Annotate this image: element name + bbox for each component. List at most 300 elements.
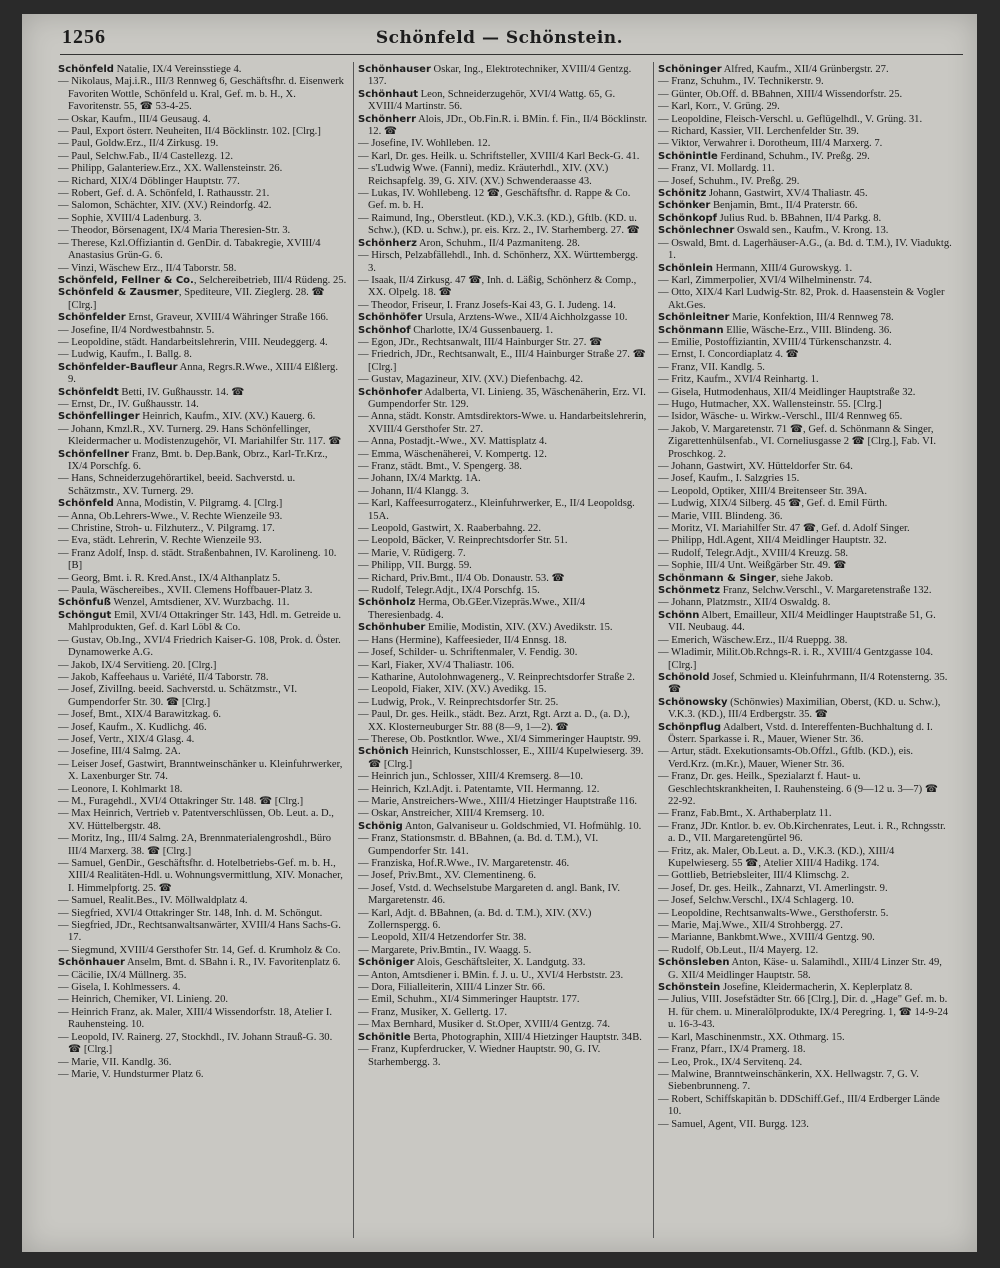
entry-surname: Schönfelder-Baufleur xyxy=(58,361,178,373)
entry-text: — Emerich, Wäschew.Erz., II/4 Rueppg. 38. xyxy=(658,634,848,646)
entry-text: — Karl, Adjt. d. BBahnen, (a. Bd. d. T.M.), XIV. (XV.) Zollernspergg. 6. xyxy=(358,907,592,932)
entry-text: — Gisela, I. Kohlmessers. 4. xyxy=(58,982,181,994)
entry-text: Ellie, Wäsche-Erz., VIII. Blindeng. 36. xyxy=(723,324,892,336)
entry-surname: Schönfeld xyxy=(58,64,114,75)
entry-text: (Schönwies) Maximilian, Oberst, (KD. u. Schw.), V.K.3. (KD.), III/4 Erdbergstr. 35. ☎ xyxy=(668,696,941,721)
directory-entry xyxy=(58,1069,348,1081)
entry-text: Albert, Emailleur, XII/4 Meidlinger Hauptstraße 51, G. VII. Neubaug. 44. xyxy=(668,609,936,634)
directory-entry xyxy=(658,362,953,374)
entry-text: — Jakob, Kaffeehaus u. Variété, II/4 Taborstr. 78. xyxy=(58,671,269,683)
entry-text: — Siegmund, XVIII/4 Gersthofer Str. 14, Gef. d. Krumholz & Co. xyxy=(58,944,341,956)
entry-text: — Paul, Export österr. Neuheiten, II/4 Böcklinstr. 102. [Clrg.] xyxy=(58,126,321,138)
entry-text: — Philipp, VII. Burgg. 59. xyxy=(358,560,472,572)
entry-text: Aron, Schuhm., II/4 Pazmaniteng. 28. xyxy=(416,237,580,249)
directory-entry xyxy=(58,275,348,287)
directory-entry xyxy=(658,498,953,510)
directory-entry xyxy=(658,424,953,461)
entry-text: — Samuel, Realit.Bes., IV. Möllwaldplatz 4. xyxy=(58,895,248,907)
entry-text: — Franz Adolf, Insp. d. städt. Straßenbahnen, IV. Karolineng. 10. [B] xyxy=(58,547,337,572)
directory-entry xyxy=(658,275,953,287)
entry-text: Natalie, IX/4 Vereinsstiege 4. xyxy=(113,64,242,75)
entry-surname: Schönfeld & Zausmer xyxy=(58,287,179,299)
entry-text: Oskar, Ing., Elektrotechniker, XVIII/4 Gentzg. 137. xyxy=(368,64,632,88)
directory-entry xyxy=(658,163,953,175)
entry-text: — Leo, Prok., IX/4 Servitenq. 24. xyxy=(658,1056,803,1068)
page-header xyxy=(22,24,977,54)
directory-entry xyxy=(58,511,348,523)
entry-text: — Marie, V. Hundsturmer Platz 6. xyxy=(58,1068,204,1080)
directory-entry xyxy=(358,573,648,585)
entry-text: — Marie, V. Rüdigerg. 7. xyxy=(358,547,466,559)
entry-surname: Schönlein xyxy=(658,262,713,274)
entry-text: — Philipp, Galanteriew.Erz., XX. Wallensteinstr. 26. xyxy=(58,163,283,175)
entry-text: — Marianne, Bankbmt.Wwe., XVIII/4 Gentzg. 90. xyxy=(658,932,875,944)
entry-surname: Schönold xyxy=(658,671,710,683)
directory-entry xyxy=(358,709,648,734)
directory-entry xyxy=(658,1069,953,1094)
entry-text: Anna, Regrs.R.Wwe., XIII/4 Elßlerg. 9. xyxy=(68,361,339,386)
entry-text: — Moritz, VI. Mariahilfer Str. 47 ☎, Gef. d. Adolf Singer. xyxy=(658,523,910,535)
directory-entry xyxy=(658,176,953,188)
directory-entry xyxy=(58,945,348,957)
entry-text: — Paul, Selchw.Fab., II/4 Castellezg. 12. xyxy=(58,150,233,162)
directory-entry xyxy=(58,1057,348,1069)
entry-text: — Max Bernhard, Musiker d. St.Oper, XVIII/4 Gentzg. 74. xyxy=(358,1019,611,1031)
directory-entry xyxy=(358,461,648,473)
directory-entry xyxy=(358,994,648,1006)
directory-entry xyxy=(658,870,953,882)
entry-text: — Johann, Kmzl.R., XV. Turnerg. 29. Hans Schönfellinger, Kleidermacher u. Modistenzugehör, VI. Mariahilfer Str. 117. ☎ xyxy=(58,423,342,448)
directory-entry xyxy=(58,684,348,709)
directory-entry xyxy=(658,337,953,349)
entry-text: — Christine, Stroh- u. Filzhuterz., V. Pilgramg. 17. xyxy=(58,523,275,535)
directory-entry xyxy=(58,213,348,225)
directory-entry xyxy=(658,213,953,225)
directory-entry xyxy=(58,387,348,399)
entry-text: Emilie, Modistin, XIV. (XV.) Avedikstr. 15. xyxy=(425,622,613,634)
directory-entry xyxy=(658,238,953,263)
entry-surname: Schönfeld xyxy=(58,498,114,510)
directory-entry xyxy=(658,585,953,597)
directory-entry xyxy=(58,163,348,175)
directory-entry xyxy=(58,808,348,833)
directory-entry xyxy=(358,275,648,300)
entry-text: — Leopoldine, Rechtsanwalts-Wwe., Gersthoferstr. 5. xyxy=(658,907,889,919)
entry-text: — Franz, Kupferdrucker, V. Wiedner Hauptstr. 90, G. IV. Starhembergg. 3. xyxy=(358,1044,601,1068)
directory-entry xyxy=(358,957,648,969)
entry-text: — Josef, Selchw.Verschl., IX/4 Schlagerg. 10. xyxy=(658,895,854,907)
entry-text: Josef, Schmied u. Kleinfuhrmann, II/4 Rotensterng. 35. ☎ xyxy=(668,671,948,696)
entry-text: — Josef, Schilder- u. Schriftenmaler, V. Fendig. 30. xyxy=(358,647,578,659)
directory-entry xyxy=(58,597,348,609)
directory-entry xyxy=(58,994,348,1006)
entry-text: — Anna, Postadjt.-Wwe., XV. Mattisplatz 4. xyxy=(358,436,548,448)
directory-entry xyxy=(58,635,348,660)
entry-text: — Gustav, Ob.Ing., XVI/4 Friedrich Kaiser-G. 108, Prok. d. Öster. Dynamowerke A.G. xyxy=(58,634,341,659)
entry-text: — Johann, IX/4 Marktg. 1A. xyxy=(358,473,481,485)
entry-text: Ursula, Arztens-Wwe., XII/4 Aichholzgasse 10. xyxy=(422,312,628,324)
directory-entry xyxy=(658,101,953,113)
entry-text: Charlotte, IX/4 Gussenbauerg. 1. xyxy=(410,324,554,336)
entry-text: — Isaak, II/4 Zirkusg. 47 ☎, Inh. d. Läßig, Schönherz & Comp., XX. Olpelg. 18. ☎ xyxy=(358,274,637,299)
entry-text: — Marie, VII. Kandlg. 36. xyxy=(58,1056,172,1068)
entry-text: — Moritz, Ing., III/4 Salmg. 2A, Brennmaterialengroshdl., Büro III/4 Marxerg. 38. ☎ [Clrg.] xyxy=(58,833,332,857)
directory-entry xyxy=(658,263,953,275)
entry-surname: Schönhaut xyxy=(358,88,419,100)
directory-entry xyxy=(658,771,953,808)
entry-text: — Theodor, Börsenagent, IX/4 Maria Theresien-Str. 3. xyxy=(58,225,291,237)
directory-entry xyxy=(658,932,953,944)
entry-text: Julius Rud. b. BBahnen, II/4 Parkg. 8. xyxy=(717,212,882,224)
entry-text: — Franziska, Hof.R.Wwe., IV. Margaretenstr. 46. xyxy=(358,858,570,869)
directory-entry xyxy=(58,610,348,635)
entry-text: — Richard, Kassier, VII. Lerchenfelder Str. 39. xyxy=(658,126,859,138)
entry-text: — Therese, Ob. Postkntlor. Wwe., XI/4 Simmeringer Hauptstr. 99. xyxy=(358,733,641,745)
entry-text: — Paul, Dr. ges. Heilk., städt. Bez. Arzt, Rgt. Arzt a. D., (a. D.), XX. Klosterneuburger Str. 88 (8—9, 1—2). ☎ xyxy=(358,709,630,733)
entry-text: — Lukas, IV. Wohllebeng. 12 ☎, Geschäftsfhr. d. Rappe & Co. Gef. m. b. H. xyxy=(358,188,631,212)
entry-text: — Sophie, XVIII/4 Ladenburg. 3. xyxy=(58,212,202,224)
directory-entry xyxy=(658,883,953,895)
entry-text: Alfred, Kaufm., XII/4 Grünbergstr. 27. xyxy=(721,64,889,75)
entry-surname: Schönhauer xyxy=(58,957,125,969)
directory-entry xyxy=(58,858,348,895)
entry-text: — Heinrich, Chemiker, VI. Linieng. 20. xyxy=(58,994,229,1006)
directory-entry xyxy=(58,523,348,535)
entry-text: — Oskar, Anstreicher, XIII/4 Kremserg. 10. xyxy=(358,808,545,820)
entry-text: — Paul, Goldw.Erz., II/4 Zirkusg. 19. xyxy=(58,138,219,150)
entry-text: — Franz, Pfarr., IX/4 Pramerg. 18. xyxy=(658,1044,806,1056)
entry-text: — Josef, Schuhm., IV. Preßg. 29. xyxy=(658,175,800,187)
directory-entry xyxy=(358,734,648,746)
directory-entry xyxy=(58,325,348,337)
directory-entry xyxy=(358,337,648,349)
directory-entry xyxy=(58,746,348,758)
directory-entry xyxy=(358,784,648,796)
entry-surname: Schönfelder xyxy=(58,312,126,324)
entry-text: Heinrich, Kaufm., XIV. (XV.) Kauerg. 6. xyxy=(139,411,316,423)
directory-entry xyxy=(358,213,648,238)
entry-text: — Josef, Priv.Bmt., XV. Clementineng. 6. xyxy=(358,870,537,882)
entry-surname: Schönhuber xyxy=(358,622,426,634)
directory-entry xyxy=(358,138,648,150)
directory-entry xyxy=(658,411,953,423)
directory-entry xyxy=(58,498,348,510)
entry-surname: Schönn xyxy=(658,609,700,621)
directory-entry xyxy=(358,597,648,622)
entry-text: — Ludwig, Prok., V. Reinprechtsdorfer Str. 25. xyxy=(358,696,559,708)
directory-entry xyxy=(358,163,648,188)
directory-entry xyxy=(358,858,648,870)
entry-surname: Schönhofer xyxy=(358,386,423,398)
entry-text: — Josefine, IV. Wohlleben. 12. xyxy=(358,138,491,150)
entry-text: Emil, XVI/4 Ottakringer Str. 143, Hdl. m. Getreide u. Mahlprodukten, Gef. d. Karl Löbl & Co. xyxy=(68,609,342,634)
entry-surname: Schönmetz xyxy=(658,585,721,597)
entry-text: — Josef, ZivilIng. beeid. Sachverstd. u. Schätzmstr., VI. Gumpendorfer Str. 30. ☎ [Clrg.] xyxy=(58,684,298,708)
entry-text: — Ludwig, XIX/4 Silberg. 45 ☎, Gef. d. Emil Fürth. xyxy=(658,498,888,510)
directory-entry xyxy=(658,957,953,982)
directory-entry xyxy=(58,585,348,597)
directory-entry xyxy=(358,349,648,374)
directory-entry xyxy=(58,660,348,672)
entry-text: — Siegfried, JDr., Rechtsanwaltsanwärter, XVIII/4 Hans Sachs-G. 17. xyxy=(58,920,341,944)
entry-text: — Hugo, Hutmacher, XX. Wallensteinstr. 55. [Clrg.] xyxy=(658,398,882,410)
directory-entry xyxy=(358,473,648,485)
directory-entry xyxy=(358,932,648,944)
directory-entry xyxy=(358,325,648,337)
entry-surname: Schönhöfer xyxy=(358,312,423,324)
directory-entry xyxy=(658,982,953,994)
entry-text: Leon, Schneiderzugehör, XVI/4 Wattg. 65, G. XVIII/4 Martinstr. 56. xyxy=(368,88,616,113)
entry-text: — Leonore, I. Kohlmarkt 18. xyxy=(58,783,183,795)
entry-text: Hermann, XIII/4 Gurowskyg. 1. xyxy=(713,262,853,274)
entry-text: — Johann, Gastwirt, XV. Hütteldorfer Str. 64. xyxy=(658,461,853,472)
entry-text: — Ludwig, Kaufm., I. Ballg. 8. xyxy=(58,349,192,361)
directory-entry xyxy=(358,1044,648,1069)
directory-entry xyxy=(658,399,953,411)
directory-entry xyxy=(658,1094,953,1119)
entry-text: Franz, Bmt. b. Dep.Bank, Obrz., Karl-Tr.Krz., IX/4 Porschfg. 6. xyxy=(68,448,328,472)
entry-text: Benjamin, Bmt., II/4 Praterstr. 66. xyxy=(710,200,858,212)
directory-entry xyxy=(358,436,648,448)
directory-entry xyxy=(58,151,348,163)
directory-entry xyxy=(358,771,648,783)
entry-text: — Robert, Schiffskapitän b. DDSchiff.Gef., III/4 Erdberger Lände 10. xyxy=(658,1093,940,1118)
entry-text: — Karl, Fiaker, XV/4 Thaliastr. 106. xyxy=(358,659,515,671)
entry-surname: Schönsleben xyxy=(658,957,730,969)
directory-entry xyxy=(358,697,648,709)
entry-text: — Fritz, Kaufm., XVI/4 Reinhartg. 1. xyxy=(658,374,819,386)
entry-surname: Schönig xyxy=(358,820,403,832)
directory-entry xyxy=(358,1032,648,1044)
directory-entry xyxy=(58,176,348,188)
directory-entry xyxy=(658,908,953,920)
entry-text: — Samuel, Agent, VII. Burgg. 123. xyxy=(658,1118,809,1130)
entry-text: Anton, Käse- u. Salamihdl., XIII/4 Linzer Str. 49, G. XII/4 Meidlinger Hauptstr. 58. xyxy=(668,957,942,981)
directory-entry xyxy=(658,151,953,163)
directory-entry xyxy=(358,238,648,250)
entry-text: — Robert, Gef. d. A. Schönfeld, I. Rathausstr. 21. xyxy=(58,188,270,200)
directory-entry xyxy=(358,560,648,572)
directory-entry xyxy=(58,970,348,982)
directory-entry xyxy=(358,982,648,994)
directory-entry xyxy=(658,722,953,747)
entry-text: — Rudolf, Ob.Leut., II/4 Mayerg. 12. xyxy=(658,944,819,956)
entry-text: — Max Heinrich, Vertrieb v. Patentverschlüssen, Ob. Leut. a. D., XV. Hüttelbergstr. 48. xyxy=(58,808,334,832)
directory-entry xyxy=(358,1007,648,1019)
directory-entry xyxy=(658,535,953,547)
directory-entry xyxy=(358,684,648,696)
entry-surname: Schönstein xyxy=(658,982,721,994)
directory-entry xyxy=(58,337,348,349)
entry-text: — Josef, Kaufm., I. Salzgries 15. xyxy=(658,473,800,485)
directory-entry xyxy=(358,945,648,957)
column-middle xyxy=(358,64,648,1069)
entry-text: Ernst, Graveur, XVIII/4 Währinger Straße 166. xyxy=(125,312,329,324)
directory-entry xyxy=(358,535,648,547)
entry-text: — Gustav, Magazineur, XIV. (XV.) Diefenbachg. 42. xyxy=(358,374,584,386)
directory-entry xyxy=(358,523,648,535)
directory-entry xyxy=(658,349,953,361)
entry-text: — Emil, Schuhm., XI/4 Simmeringer Hauptstr. 177. xyxy=(358,994,580,1006)
entry-text: — Salomon, Schächter, XIV. (XV.) Reindorfg. 42. xyxy=(58,200,272,212)
entry-text: — Artur, städt. Exekutionsamts-Ob.Offzl., Gftlb. (KD.), eis. Verd.Krz. (m.Kr.), Mauer, Wiener Str. 36. xyxy=(658,746,914,770)
directory-entry xyxy=(58,535,348,547)
entry-surname: Schönowsky xyxy=(658,696,728,708)
directory-entry xyxy=(58,548,348,573)
entry-text: — Leopold, IV. Rainerg. 27, Stockhdl., IV. Johann Strauß-G. 30. ☎ [Clrg.] xyxy=(58,1031,333,1056)
directory-entry xyxy=(58,424,348,449)
entry-text: — Franz, Musiker, X. Gellertg. 17. xyxy=(358,1006,508,1018)
directory-entry xyxy=(358,883,648,908)
entry-text: — Heinrich Franz, ak. Maler, XIII/4 Wissendorfstr. 18, Atelier I. Rauhensteing. 10. xyxy=(58,1006,333,1031)
directory-entry xyxy=(658,920,953,932)
entry-text: Anselm, Bmt. d. SBahn i. R., IV. Favoritenplatz 6. xyxy=(124,957,341,969)
directory-entry xyxy=(658,76,953,88)
directory-entry xyxy=(658,126,953,138)
entry-text: — Anna, städt. Konstr. Amtsdirektors-Wwe. u. Handarbeitslehrerin, XVIII/4 Gersthofer Str. 27. xyxy=(358,411,647,435)
entry-surname: Schönmann & Singer xyxy=(658,572,776,584)
entry-text: — Johann, II/4 Klangg. 3. xyxy=(358,485,469,497)
page-heading: Schönfeld — Schönstein. xyxy=(375,28,624,48)
directory-entry xyxy=(58,672,348,684)
entry-surname: Schönitle xyxy=(358,1031,411,1043)
entry-text: — Franz, Dr. ges. Heilk., Spezialarzt f. Haut- u. Geschlechtskrankheiten, I. Rauhensteing. 6 (9—12 u. 3—7) ☎ 22-92. xyxy=(658,771,939,807)
entry-text: Franz, Selchw.Verschl., V. Margaretenstraße 132. xyxy=(720,585,932,597)
directory-entry xyxy=(358,821,648,833)
entry-surname: Schönkopf xyxy=(658,212,717,224)
directory-entry xyxy=(58,312,348,324)
entry-text: — Wladimir, Milit.Ob.Rchngs-R. i. R., XVIII/4 Gentzgasse 104. [Clrg.] xyxy=(658,647,934,671)
entry-text: — Karl, Dr. ges. Heilk. u. Schriftsteller, XVIII/4 Karl Beck-G. 41. xyxy=(358,150,640,162)
entry-text: — Anton, Amtsdiener i. BMin. f. J. u. U., XVI/4 Herbststr. 23. xyxy=(358,969,624,981)
entry-text: — Leopold, Optiker, XIII/4 Breitenseer Str. 39A. xyxy=(658,485,868,497)
directory-entry xyxy=(358,64,648,89)
entry-text: — Rudolf, Telegr.Adjt., IX/4 Porschfg. 15. xyxy=(358,585,540,597)
directory-entry xyxy=(658,1057,953,1069)
directory-entry xyxy=(358,672,648,684)
directory-entry xyxy=(658,647,953,672)
entry-text: — Josef, Kaufm., X. Kudlichg. 46. xyxy=(58,721,207,733)
directory-page xyxy=(22,14,977,1252)
directory-entry xyxy=(358,908,648,933)
entry-surname: Schönfellner xyxy=(58,448,130,460)
entry-surname: Schönmann xyxy=(658,324,724,336)
entry-text: — Emma, Wäschenäherei, V. Kompertg. 12. xyxy=(358,448,547,460)
directory-entry xyxy=(358,114,648,139)
directory-entry xyxy=(58,759,348,784)
entry-text: — Heinrich jun., Schlosser, XIII/4 Kremserg. 8—10. xyxy=(358,771,584,783)
directory-entry xyxy=(658,1119,953,1131)
directory-entry xyxy=(58,722,348,734)
entry-surname: Schönintle xyxy=(658,150,718,162)
directory-entry xyxy=(658,387,953,399)
header-rule xyxy=(60,54,963,55)
directory-entry xyxy=(358,833,648,858)
entry-surname: Schönfellinger xyxy=(58,411,140,423)
entry-text: — Günter, Ob.Off. d. BBahnen, XIII/4 Wissendorfstr. 25. xyxy=(658,88,903,100)
directory-entry xyxy=(658,1044,953,1056)
entry-text: Herma, Ob.GEer.Vizepräs.Wwe., XII/4 Theresienbadg. 4. xyxy=(368,597,586,621)
directory-entry xyxy=(658,473,953,485)
directory-entry xyxy=(358,622,648,634)
directory-entry xyxy=(58,126,348,138)
entry-text: — Jakob, IX/4 Servitieng. 20. [Clrg.] xyxy=(58,659,217,671)
directory-entry xyxy=(358,188,648,213)
directory-entry xyxy=(658,697,953,722)
directory-entry xyxy=(658,560,953,572)
entry-text: Berta, Photographin, XIII/4 Hietzinger Hauptstr. 34B. xyxy=(410,1031,642,1043)
directory-entry xyxy=(358,660,648,672)
directory-entry xyxy=(658,511,953,523)
entry-text: — Margarete, Priv.Bmtin., IV. Waagg. 5. xyxy=(358,944,532,956)
entry-surname: Schönker xyxy=(658,200,711,212)
entry-text: — Gottlieb, Betriebsleiter, III/4 Klimschg. 2. xyxy=(658,870,850,882)
entry-text: Alois, JDr., Ob.Fin.R. i. BMin. f. Fin., II/4 Böcklinstr. 12. ☎ xyxy=(368,113,648,138)
directory-entry xyxy=(358,486,648,498)
directory-entry xyxy=(358,300,648,312)
entry-text: — Cäcilie, IX/4 Müllnerg. 35. xyxy=(58,969,187,981)
entry-surname: Schönherz xyxy=(358,237,417,249)
entry-text: — Franz, JDr. Kntlor. b. ev. Ob.Kirchenrates, Leut. i. R., Rchngsstr. a. D., VII. Margaretengürtel 96. xyxy=(658,820,946,845)
entry-text: Marie, Konfektion, III/4 Rennweg 78. xyxy=(729,312,894,324)
directory-entry xyxy=(658,895,953,907)
entry-text: — Oskar, Kaufm., III/4 Geusaug. 4. xyxy=(58,113,211,125)
entry-surname: Schöninger xyxy=(658,64,722,75)
directory-entry xyxy=(58,411,348,423)
directory-entry xyxy=(58,225,348,237)
entry-text: — Leiser Josef, Gastwirt, Branntweinschänker u. Kleinfuhrwerker, X. Laxenburger Str. 74. xyxy=(58,758,343,783)
column-left xyxy=(58,64,348,1081)
entry-text: — Karl, Maschinenmstr., XX. Othmarg. 15. xyxy=(658,1031,845,1043)
entry-text: — Gisela, Hutmodenhaus, XII/4 Meidlinger Hauptstraße 32. xyxy=(658,386,916,398)
entry-text: — Rudolf, Telegr.Adjt., XVIII/4 Kreuzg. 58. xyxy=(658,547,849,559)
directory-entry xyxy=(58,982,348,994)
directory-entry xyxy=(358,585,648,597)
directory-entry xyxy=(658,486,953,498)
entry-text: — Otto, XIX/4 Karl Ludwig-Str. 82, Prok. d. Haasenstein & Vogler Akt.Ges. xyxy=(658,287,945,311)
directory-entry xyxy=(58,908,348,920)
entry-surname: Schöngut xyxy=(58,609,112,621)
directory-entry xyxy=(658,635,953,647)
directory-entry xyxy=(658,672,953,697)
directory-entry xyxy=(358,970,648,982)
entry-text: Alois, Geschäftsleiter, X. Landgutg. 33. xyxy=(414,957,586,969)
entry-text: — Leopold, XII/4 Hetzendorfer Str. 38. xyxy=(358,932,527,944)
directory-entry xyxy=(358,498,648,523)
entry-text: — Emilie, Postoffiziantin, XVIII/4 Türkenschanzstr. 4. xyxy=(658,336,892,348)
directory-entry xyxy=(58,238,348,263)
directory-entry xyxy=(658,808,953,820)
directory-entry xyxy=(658,114,953,126)
directory-entry xyxy=(358,796,648,808)
directory-entry xyxy=(58,833,348,858)
entry-text: — Josef, Vertr., XIX/4 Glasg. 4. xyxy=(58,733,195,745)
directory-entry xyxy=(358,746,648,771)
entry-surname: Schönfeldt xyxy=(58,386,119,398)
entry-text: — Franz, VII. Kandlg. 5. xyxy=(658,361,765,373)
entry-text: — Jakob, V. Margaretenstr. 71 ☎, Gef. d. Schönmann & Singer, Zigarettenhülsenfab., VI. Corneliusgasse 2 ☎ [Clrg.], Fab. VI. Proschkog. 2. xyxy=(658,423,936,460)
entry-text: — Johann, Platzmstr., XII/4 Oswaldg. 8. xyxy=(658,597,831,609)
entry-text: — Leopoldine, Fleisch-Verschl. u. Geflügelhdl., V. Grüng. 31. xyxy=(658,113,923,125)
entry-text: — M., Furagehdl., XVI/4 Ottakringer Str. 148. ☎ [Clrg.] xyxy=(58,795,304,807)
entry-text: — Franz, Stationsmstr. d. BBahnen, (a. Bd. d. T.M.), VI. Gumpendorfer Str. 141. xyxy=(358,833,599,857)
entry-text: — Hans, Schneiderzugehörartikel, beeid. Sachverstd. u. Schätzmstr., XV. Turnerg. 29. xyxy=(58,473,296,497)
directory-entry xyxy=(58,114,348,126)
directory-entry xyxy=(658,461,953,473)
entry-surname: Schönherr xyxy=(358,113,417,125)
directory-entry xyxy=(658,188,953,200)
entry-text: , Spediteure, VII. Zieglerg. 28. ☎ [Clrg.] xyxy=(68,287,325,311)
